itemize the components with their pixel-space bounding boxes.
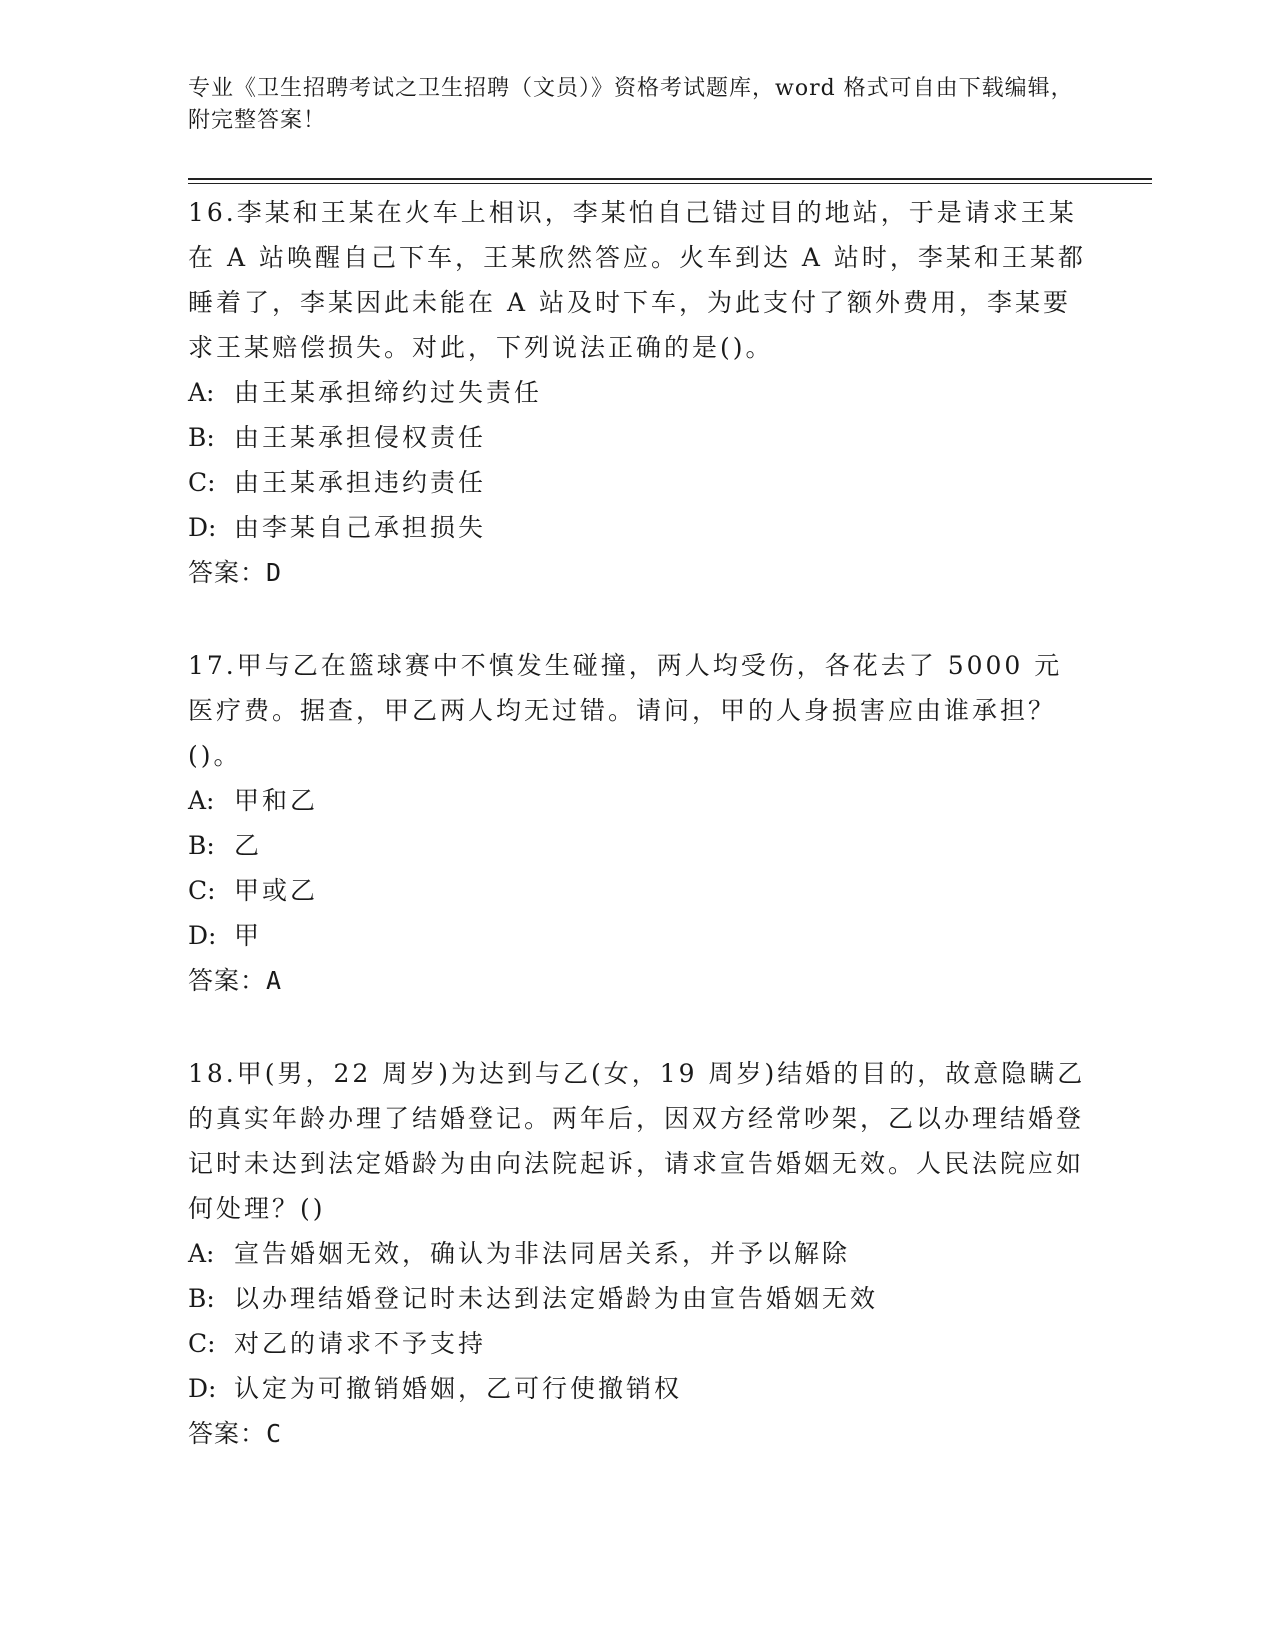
document-header: 专业《卫生招聘考试之卫生招聘（文员）》资格考试题库，word 格式可自由下载编辑，附完整答案！ xyxy=(188,76,1074,133)
option-a xyxy=(188,1231,1088,1276)
answer-label: 答案： xyxy=(188,966,267,995)
option-text: 宣告婚姻无效，确认为非法同居关系，并予以解除 xyxy=(234,1239,851,1268)
option-text: 甲和乙 xyxy=(234,786,319,815)
answer-value: C xyxy=(266,1419,283,1448)
answer-value: A xyxy=(266,966,283,995)
option-b xyxy=(188,415,1088,460)
option-key: D: xyxy=(188,513,217,542)
option-key: C: xyxy=(188,876,216,905)
option-text: 乙 xyxy=(234,831,263,860)
option-key: A: xyxy=(188,1239,215,1268)
question-16 xyxy=(188,190,1088,595)
option-c xyxy=(188,1321,1088,1366)
option-d xyxy=(188,505,1088,550)
option-c xyxy=(188,868,1088,913)
question-stem: 18.甲(男，22 周岁)为达到与乙(女，19 周岁)结婚的目的，故意隐瞒乙的真实年龄办理了结婚登记。两年后，因双方经常吵架，乙以办理结婚登记时未达到法定婚龄为由向法院起诉，请求宣告婚姻无效。人民法院应如何处理？() xyxy=(188,1059,1086,1223)
option-b xyxy=(188,1276,1088,1321)
option-key: C: xyxy=(188,1329,216,1358)
option-text: 对乙的请求不予支持 xyxy=(234,1329,487,1358)
option-a xyxy=(188,370,1088,415)
option-text: 由王某承担违约责任 xyxy=(234,468,487,497)
option-text: 由李某自己承担损失 xyxy=(234,513,487,542)
header-divider xyxy=(188,178,1152,180)
option-key: B: xyxy=(188,423,215,452)
option-key: A: xyxy=(188,786,215,815)
option-text: 由王某承担缔约过失责任 xyxy=(234,378,543,407)
option-key: B: xyxy=(188,1284,215,1313)
answer-label: 答案： xyxy=(188,1419,267,1448)
option-text: 认定为可撤销婚姻，乙可行使撤销权 xyxy=(234,1374,683,1403)
answer-line xyxy=(188,958,1088,1003)
header-divider-thin xyxy=(188,183,1152,184)
option-key: D: xyxy=(188,921,217,950)
question-stem: 16.李某和王某在火车上相识，李某怕自己错过目的地站，于是请求王某在 A 站唤醒自己下车，王某欣然答应。火车到达 A 站时，李某和王某都睡着了，李某因此未能在 A 站及时下车，为此支付了额外费用，李某要求王某赔偿损失。对此，下列说法正确的是()。 xyxy=(188,198,1086,362)
question-17 xyxy=(188,643,1088,1003)
option-b xyxy=(188,823,1088,868)
answer-line xyxy=(188,1411,1088,1456)
question-18 xyxy=(188,1051,1088,1456)
option-a xyxy=(188,778,1088,823)
option-text: 甲或乙 xyxy=(234,876,319,905)
option-key: A: xyxy=(188,378,215,407)
option-key: D: xyxy=(188,1374,217,1403)
option-key: B: xyxy=(188,831,215,860)
option-text: 甲 xyxy=(234,921,263,950)
option-d xyxy=(188,913,1088,958)
option-key: C: xyxy=(188,468,216,497)
answer-label: 答案： xyxy=(188,558,267,587)
option-text: 以办理结婚登记时未达到法定婚龄为由宣告婚姻无效 xyxy=(234,1284,879,1313)
answer-line xyxy=(188,550,1088,595)
question-stem: 17.甲与乙在篮球赛中不慎发生碰撞，两人均受伤，各花去了 5000 元医疗费。据查，甲乙两人均无过错。请问，甲的人身损害应由谁承担？()。 xyxy=(188,651,1063,770)
option-text: 由王某承担侵权责任 xyxy=(234,423,487,452)
answer-value: D xyxy=(266,558,283,587)
option-c xyxy=(188,460,1088,505)
option-d xyxy=(188,1366,1088,1411)
